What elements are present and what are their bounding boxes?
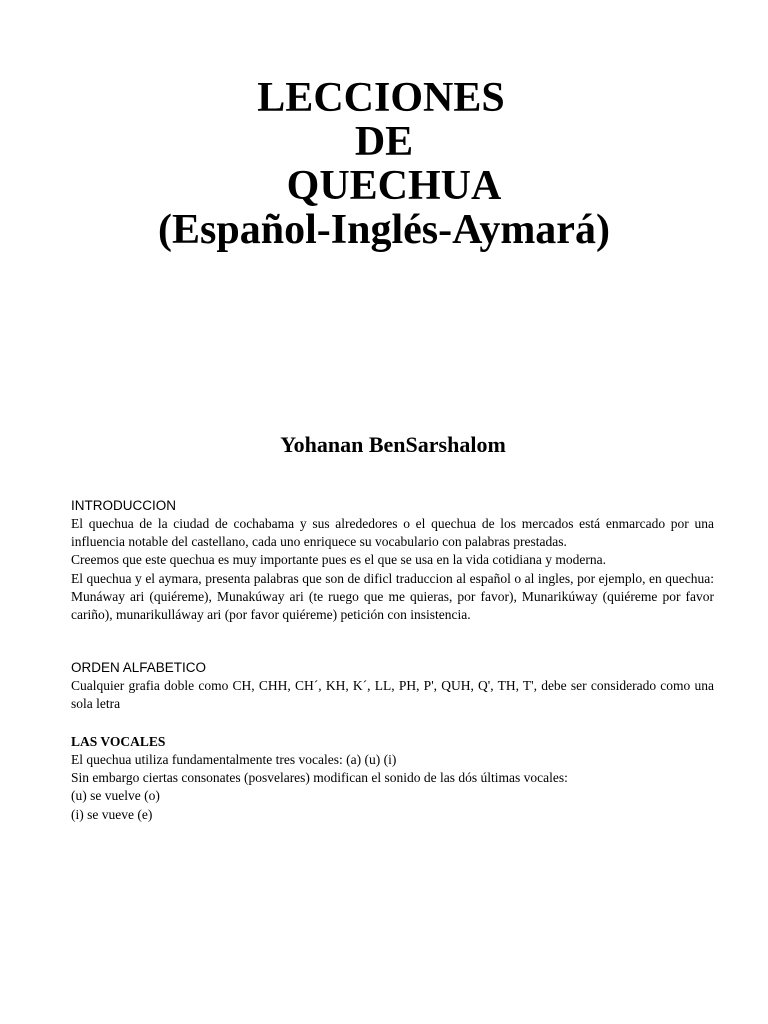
section-las-vocales [71, 733, 714, 824]
vocales-line-3: (u) se vuelve (o) [71, 788, 160, 804]
introduccion-heading: INTRODUCCION [71, 498, 176, 513]
vocales-heading: LAS VOCALES [71, 734, 166, 749]
title-line-3: QUECHUA [286, 163, 502, 209]
section-orden-alfabetico [71, 659, 714, 713]
introduccion-paragraph-3: El quechua y el aymara, presenta palabras que son de dificl traduccion al español o al ingles, por ejemplo, en quechua: Munáway ari (quiéreme), Munakúway ari (te ruego que me quieras, por favor), Munarikúway (quiéreme por favor cariño), munarikulláway ari (por favor quiéreme) petición con insistencia. [71, 570, 714, 623]
vocales-line-2: Sin embargo ciertas consonates (posvelares) modifican el sonido de las dós últimas vocales: [71, 770, 568, 786]
introduccion-paragraph-2: Creemos que este quechua es muy importante pues es el que se usa en la vida cotidiana y moderna. [71, 552, 606, 568]
title-line-4: (Español-Inglés-Aymará) [158, 207, 610, 253]
introduccion-paragraph-1: El quechua de la ciudad de cochabama y sus alrededores o el quechua de los mercados está enmarcado por una influencia notable del castellano, cada uno enriquece su vocabulario con palabras prestadas. [71, 516, 714, 550]
title-line-1: LECCIONES [257, 75, 505, 121]
vocales-line-1: El quechua utiliza fundamentalmente tres vocales: (a) (u) (i) [71, 752, 397, 767]
author-name: Yohanan BenSarshalom [280, 432, 506, 457]
title-line-2: DE [354, 119, 414, 165]
orden-heading: ORDEN ALFABETICO [71, 660, 207, 675]
section-introduccion [71, 497, 714, 624]
document-title [0, 76, 768, 252]
orden-paragraph-1: Cualquier grafia doble como CH, CHH, CH´, KH, K´, LL, PH, P', QUH, Q', TH, T', debe ser considerado como una sola letra [71, 678, 714, 712]
vocales-line-4: (i) se vueve (e) [71, 806, 153, 822]
